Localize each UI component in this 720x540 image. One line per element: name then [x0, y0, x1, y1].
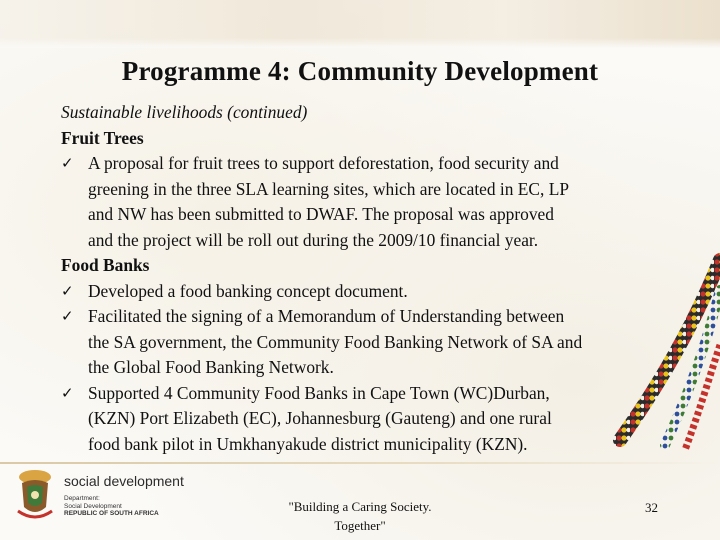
bullet-line: Supported 4 Community Food Banks in Cape Town (WC)Durban,	[88, 382, 550, 403]
checkmark-icon: ✓	[61, 154, 74, 172]
slogan-line-1: "Building a Caring Society.	[288, 499, 432, 514]
checkmark-icon: ✓	[61, 307, 74, 325]
bullet-line: the Global Food Banking Network.	[88, 357, 334, 377]
page-number: 32	[645, 500, 658, 515]
dept-line: Social Development	[64, 502, 122, 510]
checkmark-icon: ✓	[61, 383, 74, 402]
slogan-line-2: Together"	[334, 518, 386, 533]
bullet-line: and the project will be roll out during the 2009/10 financial year.	[88, 229, 539, 250]
beadwork-decoration	[560, 250, 720, 450]
bullet-line: the SA government, the Community Food Banking Network of SA and	[88, 331, 583, 352]
slide-title: Programme 4: Community Development	[121, 56, 599, 86]
section-heading-food-banks: Food Banks	[61, 255, 150, 275]
department-logo	[8, 465, 184, 525]
bullet-line: food bank pilot in Umkhanyakude district municipality (KZN).	[88, 433, 528, 454]
bullet-line: (KZN) Port Elizabeth (EC), Johannesburg (Gauteng) and one rural	[88, 408, 552, 428]
dept-line: REPUBLIC OF SOUTH AFRICA	[64, 510, 159, 517]
department-name	[64, 495, 159, 518]
bullet-line: Facilitated the signing of a Memorandum of Understanding between	[88, 306, 565, 326]
top-decorative-band	[0, 0, 720, 48]
dept-line: Department:	[64, 495, 100, 502]
coat-of-arms-icon	[12, 467, 58, 523]
slide-subtitle: Sustainable livelihoods (continued)	[61, 102, 308, 122]
checkmark-icon: ✓	[61, 281, 74, 300]
bullet-line: Developed a food banking concept document.	[88, 280, 408, 301]
logo-wordmark: social development	[64, 473, 184, 489]
bullet-line: greening in the three SLA learning sites, which are located in EC, LP	[88, 178, 570, 199]
bullet-line: A proposal for fruit trees to support deforestation, food security and	[88, 153, 559, 173]
footer-divider	[0, 462, 720, 464]
section-heading-fruit-trees: Fruit Trees	[61, 127, 144, 148]
footer-slogan	[260, 497, 460, 535]
bullet-fruit-trees-proposal	[61, 151, 661, 253]
bullet-line: and NW has been submitted to DWAF. The proposal was approved	[88, 204, 554, 224]
